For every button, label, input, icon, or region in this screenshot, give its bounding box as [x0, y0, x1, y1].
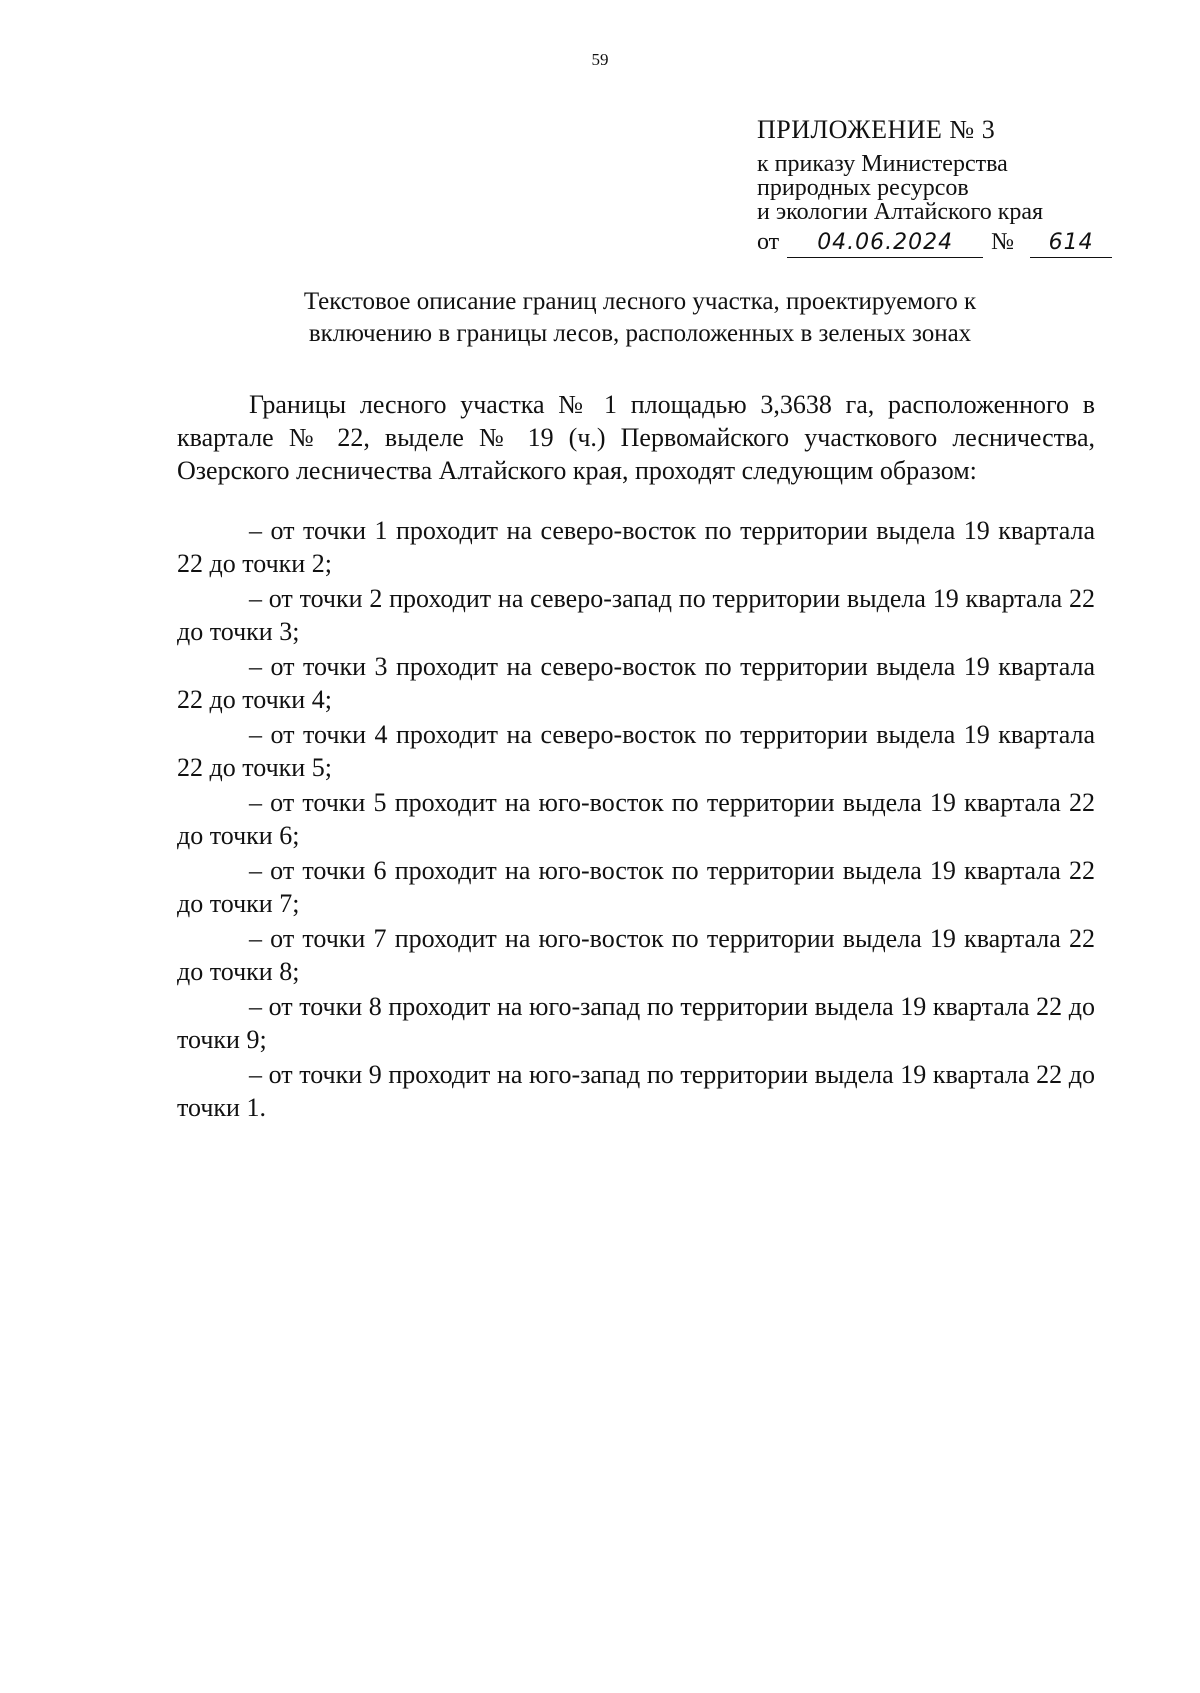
appendix-title: ПРИЛОЖЕНИЕ № 3: [757, 115, 996, 144]
boundary-item: – от точки 4 проходит на северо-восток по территории выдела 19 квартала 22 до точки 5;: [177, 720, 1095, 782]
boundary-item: – от точки 5 проходит на юго-восток по территории выдела 19 квартала 22 до точки 6;: [177, 788, 1095, 850]
boundary-item: – от точки 6 проходит на юго-восток по территории выдела 19 квартала 22 до точки 7;: [177, 856, 1095, 918]
order-date-number-line: [757, 228, 1137, 258]
appendix-line-3: и экологии Алтайского края: [757, 199, 1044, 225]
handwritten-number: 614: [1030, 229, 1112, 258]
boundary-item: – от точки 1 проходит на северо-восток по территории выдела 19 квартала 22 до точки 2;: [177, 516, 1095, 578]
boundary-list: [177, 514, 1095, 1126]
intro-paragraph: Границы лесного участка № 1 площадью 3,3638 га, расположенного в квартале № 22, выделе № 19 (ч.) Первомайского участкового лесничества, Озерского лесничества Алтайского края, проходят следующим образом:: [177, 390, 1095, 485]
boundary-item: – от точки 7 проходит на юго-восток по территории выдела 19 квартала 22 до точки 8;: [177, 924, 1095, 986]
boundary-item: – от точки 3 проходит на северо-восток по территории выдела 19 квартала 22 до точки 4;: [177, 652, 1095, 714]
heading-line-2: включению в границы лесов, расположенных в зеленых зонах: [308, 320, 972, 347]
date-prefix: от: [757, 229, 780, 255]
appendix-line-1: к приказу Министерства: [757, 151, 1008, 177]
appendix-block: [757, 114, 1137, 258]
appendix-line-2: природных ресурсов: [757, 175, 969, 201]
handwritten-date: 04.06.2024: [787, 229, 983, 258]
number-prefix: №: [991, 229, 1015, 255]
heading-line-1: Текстовое описание границ лесного участка, проектируемого к: [303, 288, 977, 315]
document-heading: [180, 286, 1100, 350]
boundary-item: – от точки 9 проходит на юго-запад по территории выдела 19 квартала 22 до точки 1.: [177, 1060, 1095, 1122]
page-number: 59: [591, 50, 609, 69]
boundary-item: – от точки 8 проходит на юго-запад по территории выдела 19 квартала 22 до точки 9;: [177, 992, 1095, 1054]
boundary-item: – от точки 2 проходит на северо-запад по территории выдела 19 квартала 22 до точки 3;: [177, 584, 1095, 646]
